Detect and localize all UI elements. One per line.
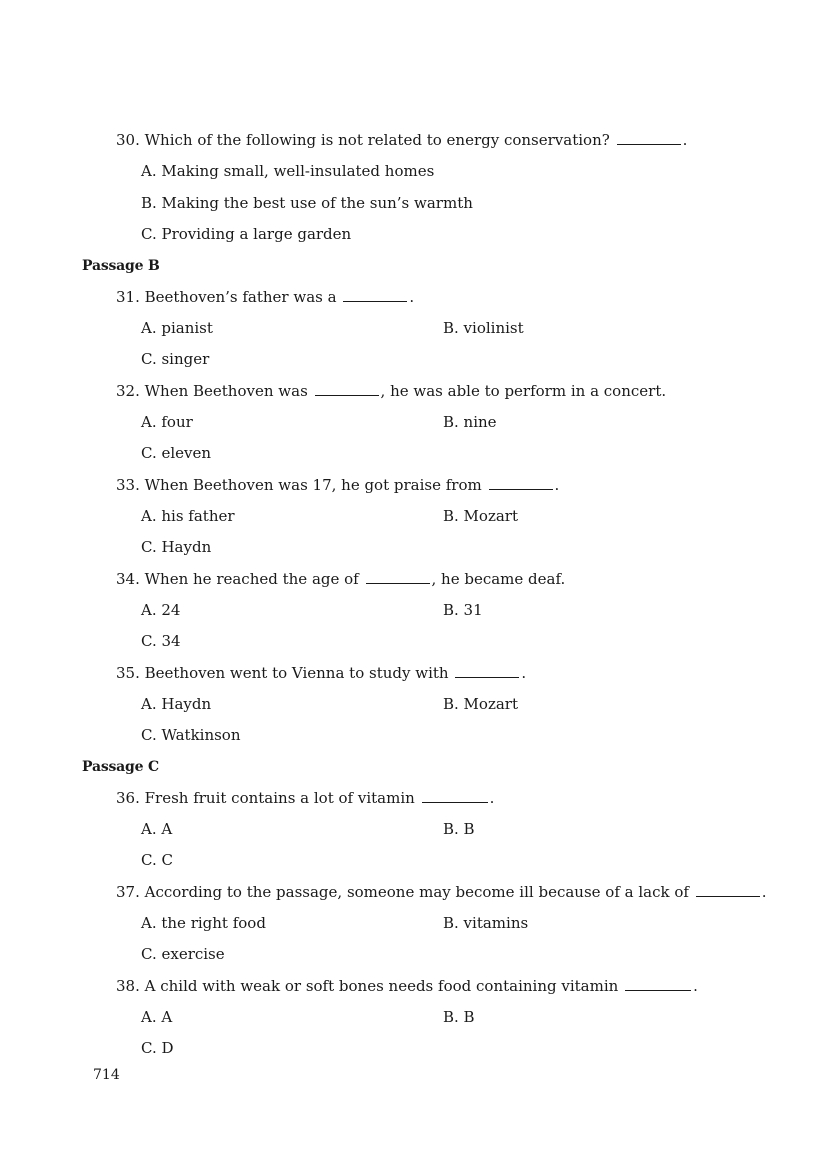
question-33-option-c: C. Haydn bbox=[141, 538, 212, 556]
question-34-text: 34. When he reached the age of bbox=[116, 570, 359, 588]
question-35-text: 35. Beethoven went to Vienna to study with bbox=[116, 664, 449, 682]
question-31-stem bbox=[116, 287, 414, 307]
question-36-stem bbox=[116, 788, 494, 808]
question-32-option-b: B. nine bbox=[443, 413, 497, 431]
question-32-text: 32. When Beethoven was bbox=[116, 382, 308, 400]
question-31-option-c: C. singer bbox=[141, 350, 210, 368]
question-33-end: . bbox=[554, 476, 560, 494]
question-31-option-b: B. violinist bbox=[443, 319, 524, 337]
question-35-option-a: A. Haydn bbox=[141, 695, 212, 713]
question-36-option-c: C. C bbox=[141, 851, 173, 869]
page-number: 714 bbox=[93, 1067, 120, 1083]
question-35-stem bbox=[116, 663, 526, 683]
answer-blank[interactable] bbox=[489, 477, 553, 490]
answer-blank[interactable] bbox=[625, 978, 691, 991]
question-37-end: . bbox=[761, 883, 767, 901]
answer-blank[interactable] bbox=[696, 884, 760, 897]
answer-blank[interactable] bbox=[315, 383, 379, 396]
passage-c-heading: Passage C bbox=[82, 759, 159, 775]
question-37-stem bbox=[116, 882, 767, 902]
question-32-stem bbox=[116, 381, 666, 401]
question-31-end: . bbox=[409, 288, 415, 306]
question-30-option-c: C. Providing a large garden bbox=[141, 225, 352, 243]
question-31-option-a: A. pianist bbox=[141, 319, 213, 337]
question-34-option-b: B. 31 bbox=[443, 601, 483, 619]
question-35-option-c: C. Watkinson bbox=[141, 726, 241, 744]
answer-blank[interactable] bbox=[422, 790, 488, 803]
question-33-option-b: B. Mozart bbox=[443, 507, 518, 525]
question-37-option-a: A. the right food bbox=[141, 914, 266, 932]
question-33-stem bbox=[116, 475, 559, 495]
question-38-text: 38. A child with weak or soft bones needs food containing vitamin bbox=[116, 977, 619, 995]
answer-blank[interactable] bbox=[455, 665, 519, 678]
answer-blank[interactable] bbox=[617, 132, 681, 145]
question-32-option-a: A. four bbox=[141, 413, 193, 431]
question-36-option-b: B. B bbox=[443, 820, 475, 838]
question-35-end: . bbox=[521, 664, 527, 682]
question-33-option-a: A. his father bbox=[141, 507, 235, 525]
question-37-option-c: C. exercise bbox=[141, 945, 225, 963]
question-30-stem bbox=[116, 130, 687, 150]
question-36-text: 36. Fresh fruit contains a lot of vitamin bbox=[116, 789, 415, 807]
question-36-end: . bbox=[489, 789, 495, 807]
question-30-option-b: B. Making the best use of the sun’s warmth bbox=[141, 194, 473, 212]
question-35-option-b: B. Mozart bbox=[443, 695, 518, 713]
question-38-option-a: A. A bbox=[141, 1008, 173, 1026]
question-38-stem bbox=[116, 976, 698, 996]
question-34-end: , he became deaf. bbox=[431, 570, 566, 588]
passage-b-heading: Passage B bbox=[82, 258, 160, 274]
question-34-option-c: C. 34 bbox=[141, 632, 181, 650]
question-38-end: . bbox=[693, 977, 698, 995]
question-38-option-c: C. D bbox=[141, 1039, 174, 1057]
answer-blank[interactable] bbox=[343, 289, 407, 302]
question-31-text: 31. Beethoven’s father was a bbox=[116, 288, 337, 306]
question-38-option-b: B. B bbox=[443, 1008, 475, 1026]
question-30-text: 30. Which of the following is not related to energy conservation? bbox=[116, 131, 610, 149]
question-30-end: . bbox=[682, 131, 688, 149]
question-33-text: 33. When Beethoven was 17, he got praise from bbox=[116, 476, 482, 494]
question-37-option-b: B. vitamins bbox=[443, 914, 529, 932]
question-32-end: , he was able to perform in a concert. bbox=[380, 382, 667, 400]
question-36-option-a: A. A bbox=[141, 820, 173, 838]
question-30-option-a: A. Making small, well-insulated homes bbox=[141, 162, 435, 180]
answer-blank[interactable] bbox=[366, 571, 430, 584]
question-34-stem bbox=[116, 569, 565, 589]
question-37-text: 37. According to the passage, someone may become ill because of a lack of bbox=[116, 883, 689, 901]
question-34-option-a: A. 24 bbox=[141, 601, 181, 619]
question-32-option-c: C. eleven bbox=[141, 444, 212, 462]
